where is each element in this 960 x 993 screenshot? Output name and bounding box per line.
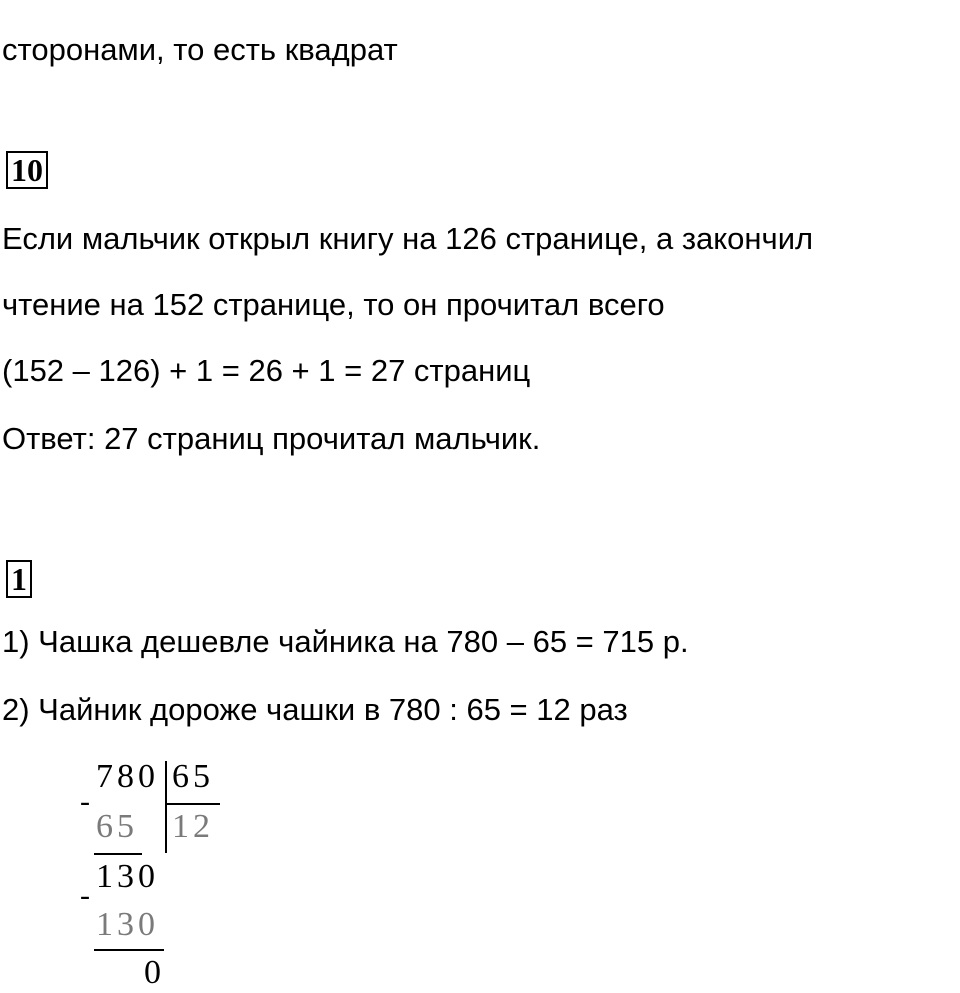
first-remainder: 130 (96, 858, 159, 895)
division-vertical-line (165, 761, 167, 853)
text-line: сторонами, то есть квадрат (2, 32, 398, 67)
text-line: 1) Чашка дешевле чайника на 780 – 65 = 715 р. (2, 624, 689, 659)
minus-sign: - (80, 879, 90, 912)
minus-sign: - (80, 785, 90, 818)
text-line: (152 – 126) + 1 = 26 + 1 = 27 страниц (2, 353, 531, 388)
answer-line: Ответ: 27 страниц прочитал мальчик. (2, 421, 541, 456)
divisor: 65 (172, 758, 214, 795)
long-division (78, 757, 228, 989)
task-number-1: 1 (6, 560, 32, 598)
second-subtraction-line (94, 949, 164, 951)
task-number-10: 10 (6, 151, 48, 189)
second-subtrahend: 130 (96, 906, 159, 943)
first-subtrahend: 65 (96, 808, 138, 845)
text-line: 2) Чайник дороже чашки в 780 : 65 = 12 раз (2, 692, 628, 727)
text-line: чтение на 152 странице, то он прочитал всего (2, 287, 665, 322)
first-subtraction-line (94, 853, 142, 855)
quotient: 12 (172, 808, 214, 845)
text-line: Если мальчик открыл книгу на 126 странице, а закончил (2, 221, 814, 256)
final-remainder: 0 (144, 954, 165, 991)
divisor-underline (166, 803, 220, 805)
dividend: 780 (96, 758, 159, 795)
